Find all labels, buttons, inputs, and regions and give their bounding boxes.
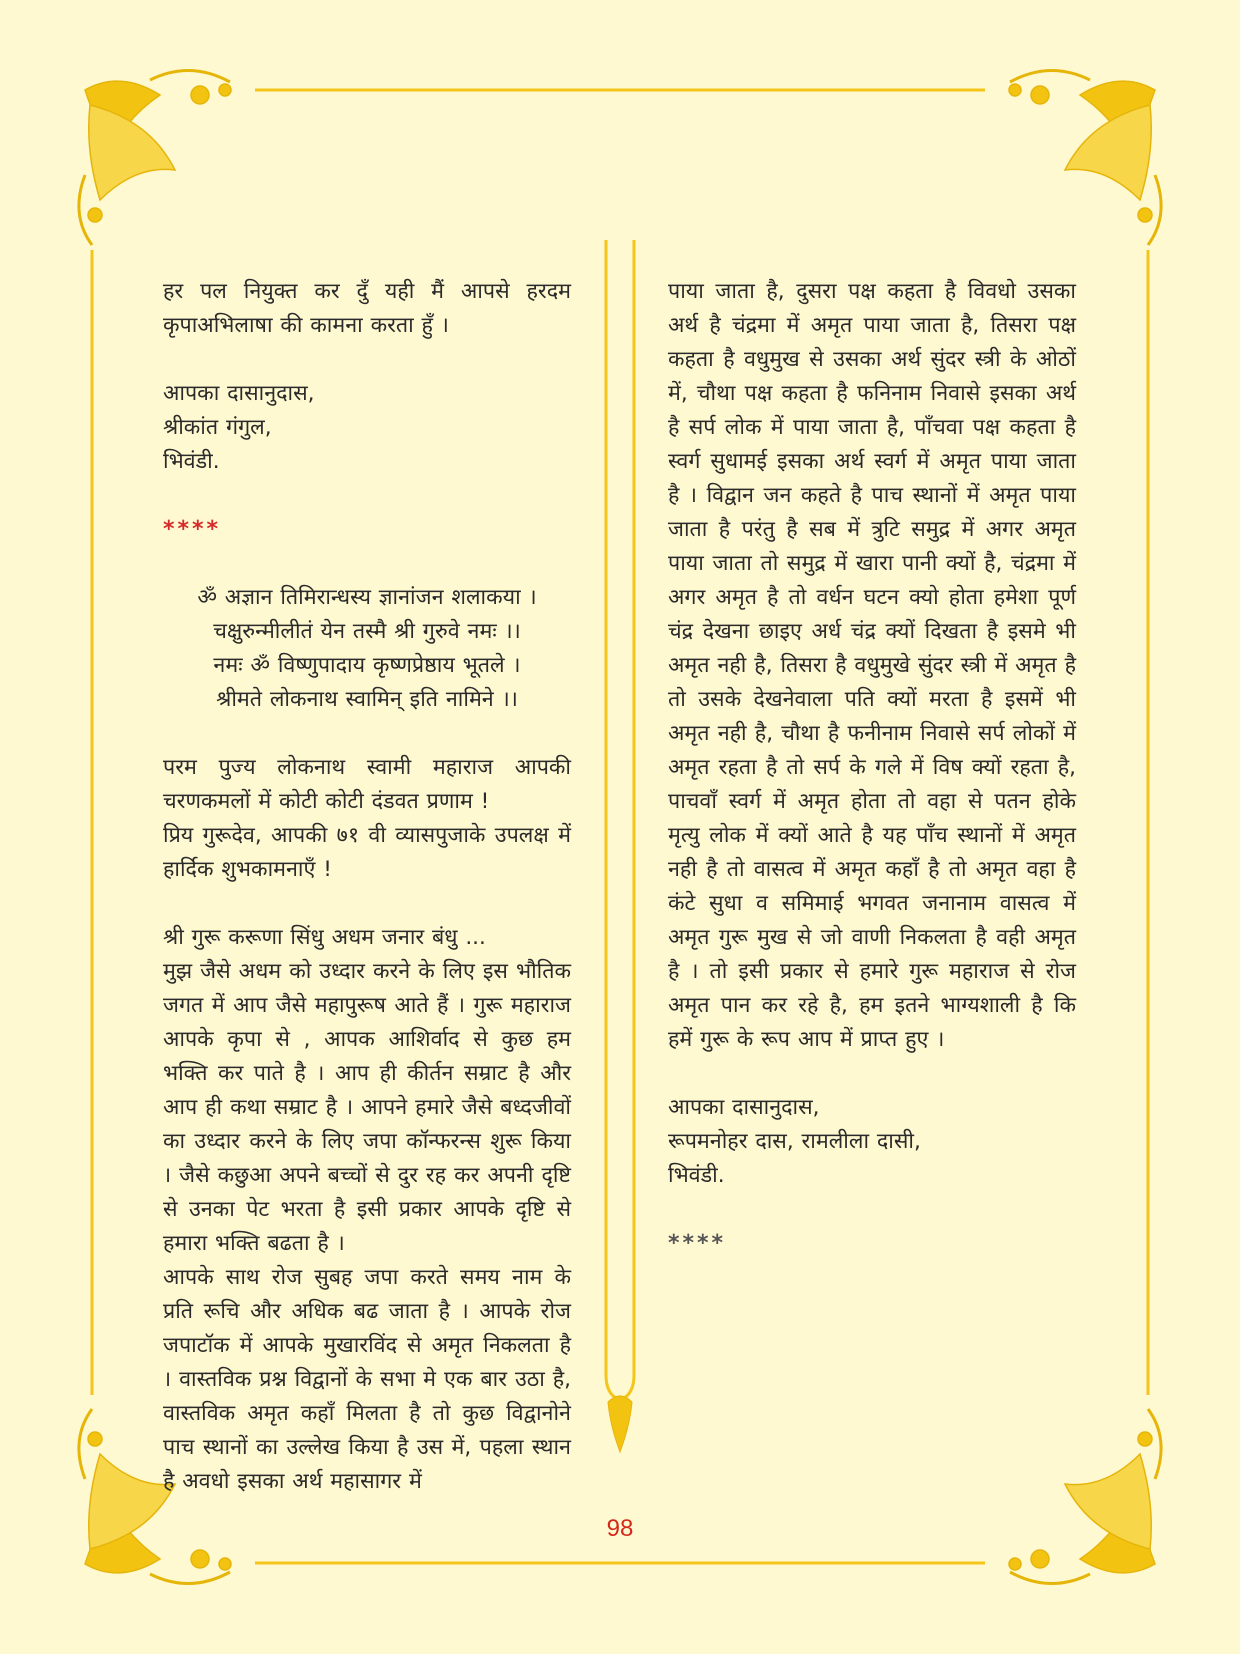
body-paragraph: पाया जाता है, दुसरा पक्ष कहता है विवधो उसका अर्थ है चंद्रमा में अमृत पाया जाता है, तिसरा पक्ष कहता है वधुमुख से उसका अर्थ सुंदर स्त्री के ओठों में, चौथा पक्ष कहता है फनिनाम निवासे इसका अर्थ है सर्प लोक में पाया जाता है, पाँचवा पक्ष कहता है स्वर्ग सुधामई इसका अर्थ स्वर्ग में अमृत पाया जाता है । विद्वान जन कहते है पाच स्थानों में अमृत पाया जाता है परंतु है सब में त्रुटि समुद्र में अगर अमृत पाया जाता तो समुद्र में खारा पानी क्यों है, चंद्रमा में अगर अमृत है तो वर्धन घटन क्यो होता हमेशा पूर्ण चंद्र देखना छाइए अर्ध चंद्र क्यों दिखता है इसमे भी अमृत नही है, तिसरा है वधुमुखे सुंदर स्त्री में अमृत है तो उसके देखनेवाला पति क्यों मरता है इसमें भी अमृत नही है, चौथा है फनीनाम निवासे सर्प लोकों में अमृत रहता है तो सर्प के गले में विष क्यों रहता है, पाचवाँ स्वर्ग में अमृत होता तो वहा से पतन होके मृत्यु लोक में क्यों आते है यह पाँच स्थानों में अमृत नही है तो वासत्व में अमृत कहाँ है तो अमृत वहा है कंटे सुधा व समिमाई भगवत जनानाम वासत्व में अमृत गुरू मुख से जो वाणी निकलता है वही अमृत है । तो इसी प्रकार से हमारे गुरू महाराज से रोज अमृत पान कर रहे है, हम इतने भाग्यशाली है कि हमें गुरू के रूप आप में प्राप्त हुए ।	[668, 279, 1076, 1052]
corner-ornament-top-right	[1009, 70, 1161, 245]
corner-ornament-top-left	[79, 70, 231, 245]
signature-line: आपका दासानुदास,	[668, 1095, 820, 1120]
verse-line: ॐ अज्ञान तिमिरान्धस्य ज्ञानांजन शलाकया ।	[197, 585, 537, 610]
signature-line: भिवंडी.	[668, 1163, 725, 1188]
tilak-drop	[608, 1396, 632, 1452]
closing-paragraph: हर पल नियुक्त कर दुँ यही मैं आपसे हरदम कृपाअभिलाषा की कामना करता हुँ ।	[163, 279, 571, 338]
separator-stars: ****	[163, 517, 222, 542]
signature-line: आपका दासानुदास,	[163, 381, 315, 406]
signature-line: भिवंडी.	[163, 449, 220, 474]
separator-stars: ****	[668, 1231, 727, 1256]
body-paragraph: मुझ जैसे अधम को उध्दार करने के लिए इस भौतिक जगत में आप जैसे महापुरूष आते हैं । गुरू महाराज आपके कृपा से , आपक आशिर्वाद से कुछ हम भक्ति कर पाते है । आप ही कीर्तन सम्राट है और आप ही कथा सम्राट है । आपने हमारे जैसे बध्दजीवों का उध्दार करने के लिए जपा कॉन्फरन्स शुरू किया । जैसे कछुआ अपने बच्चों से दुर रह कर अपनी दृष्टि से उनका पेट भरता है इसी प्रकार आपके दृष्टि से हमारा भक्ति बढता है ।	[163, 959, 571, 1256]
greeting-paragraph: प्रिय गुरूदेव, आपकी ७१ वी व्यासपुजाके उपलक्ष में हार्दिक शुभकामनाएँ !	[163, 823, 571, 882]
page-number: 98	[606, 1515, 634, 1542]
verse-line: श्रीमते लोकनाथ स्वामिन् इति नामिने ।।	[216, 687, 518, 712]
greeting-paragraph: परम पुज्य लोकनाथ स्वामी महाराज आपकी चरणकमलों में कोटी कोटी दंडवत प्रणाम !	[163, 755, 571, 814]
signature-block-2	[668, 1091, 1076, 1193]
signature-line: श्रीकांत गंगुल,	[163, 415, 272, 440]
signature-block-1	[163, 377, 571, 479]
corner-ornament-bottom-right	[1009, 1409, 1161, 1584]
verse-line: नमः ॐ विष्णुपादाय कृष्णप्रेष्ठाय भूतले ।	[213, 653, 521, 678]
body-paragraph: आपके साथ रोज सुबह जपा करते समय नाम के प्रति रूचि और अधिक बढ जाता है । आपके रोज जपाटॉक में आपके मुखारविंद से अमृत निकलता है । वास्तविक प्रश्न विद्वानों के सभा मे एक बार उठा है, वास्तविक अमृत कहाँ मिलता है तो कुछ विद्वानोने पाच स्थानों का उल्लेख किया है उस में, पहला स्थान है अवधो इसका अर्थ महासागर में	[163, 1265, 571, 1494]
left-column	[163, 275, 571, 1499]
verse-line: चक्षुरुन्मीलीतं येन तस्मै श्री गुरुवे नमः ।।	[213, 619, 521, 644]
right-column	[668, 275, 1076, 1261]
signature-line: रूपमनोहर दास, रामलीला दासी,	[668, 1129, 921, 1154]
sanskrit-verse	[163, 581, 571, 717]
body-paragraph: श्री गुरू करूणा सिंधु अधम जनार बंधु ...	[163, 925, 486, 950]
tilak-divider	[606, 240, 634, 1400]
